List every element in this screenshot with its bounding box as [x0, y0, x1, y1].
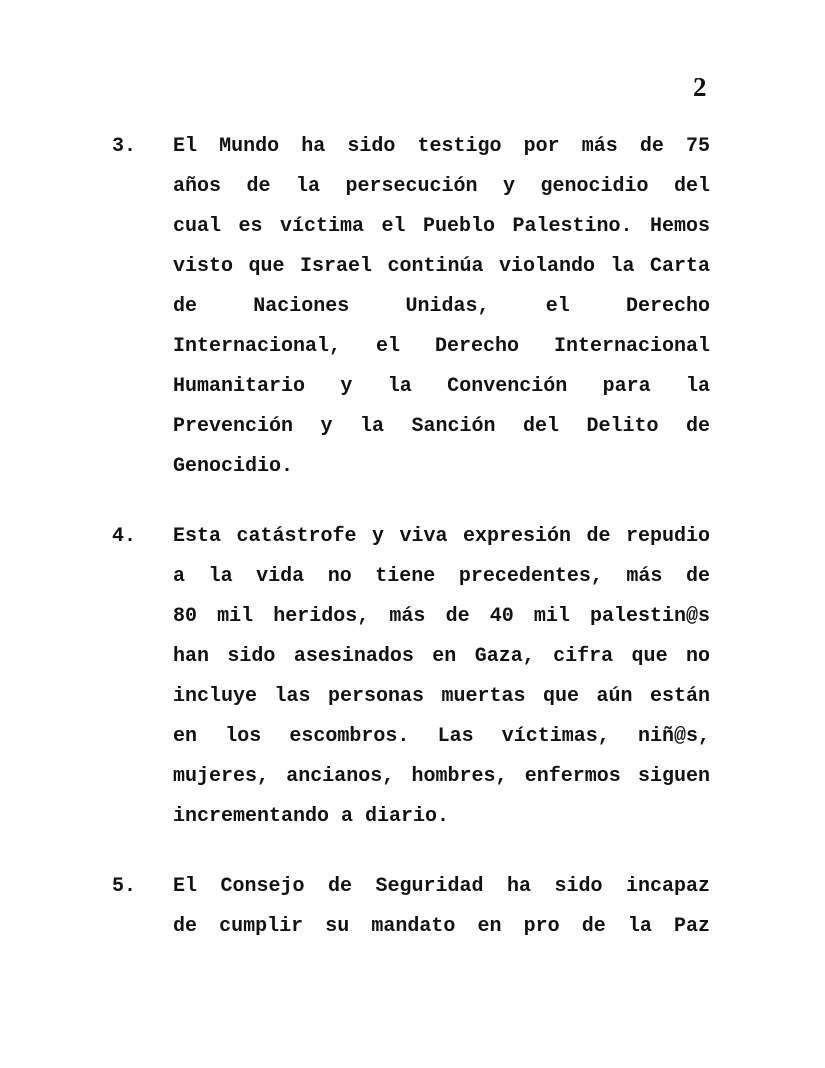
document-body: [112, 127, 710, 947]
text-line: incrementando a diario.: [173, 805, 450, 828]
text-line: han sido asesinados en Gaza, cifra que no: [173, 645, 710, 668]
text-line: a la vida no tiene precedentes, más de: [173, 565, 710, 588]
item-text: [173, 867, 710, 947]
item-number: 4.: [112, 525, 137, 548]
text-line: Genocidio.: [173, 455, 294, 478]
numbered-item-4: [112, 517, 710, 837]
text-line: Internacional, el Derecho Internacional: [173, 335, 710, 358]
text-line: de cumplir su mandato en pro de la Paz: [173, 915, 710, 938]
numbered-item-3: [112, 127, 710, 487]
text-line: años de la persecución y genocidio del: [173, 175, 710, 198]
text-line: incluye las personas muertas que aún están: [173, 685, 710, 708]
text-line: El Consejo de Seguridad ha sido incapaz: [173, 875, 710, 898]
item-number: 3.: [112, 135, 137, 158]
text-line: visto que Israel continúa violando la Carta: [173, 255, 710, 278]
text-line: cual es víctima el Pueblo Palestino. Hemos: [173, 215, 710, 238]
item-text: [173, 517, 710, 837]
item-text: [173, 127, 710, 487]
text-line: mujeres, ancianos, hombres, enfermos siguen: [173, 765, 710, 788]
page-number: 2: [693, 72, 707, 102]
text-line: Esta catástrofe y viva expresión de repudio: [173, 525, 710, 548]
text-line: Prevención y la Sanción del Delito de: [173, 415, 710, 438]
text-line: El Mundo ha sido testigo por más de 75: [173, 135, 710, 158]
text-line: 80 mil heridos, más de 40 mil palestin@s: [173, 605, 710, 628]
item-number: 5.: [112, 875, 137, 898]
numbered-item-5: [112, 867, 710, 947]
text-line: de Naciones Unidas, el Derecho: [173, 295, 710, 318]
text-line: en los escombros. Las víctimas, niñ@s,: [173, 725, 710, 748]
text-line: Humanitario y la Convención para la: [173, 375, 710, 398]
